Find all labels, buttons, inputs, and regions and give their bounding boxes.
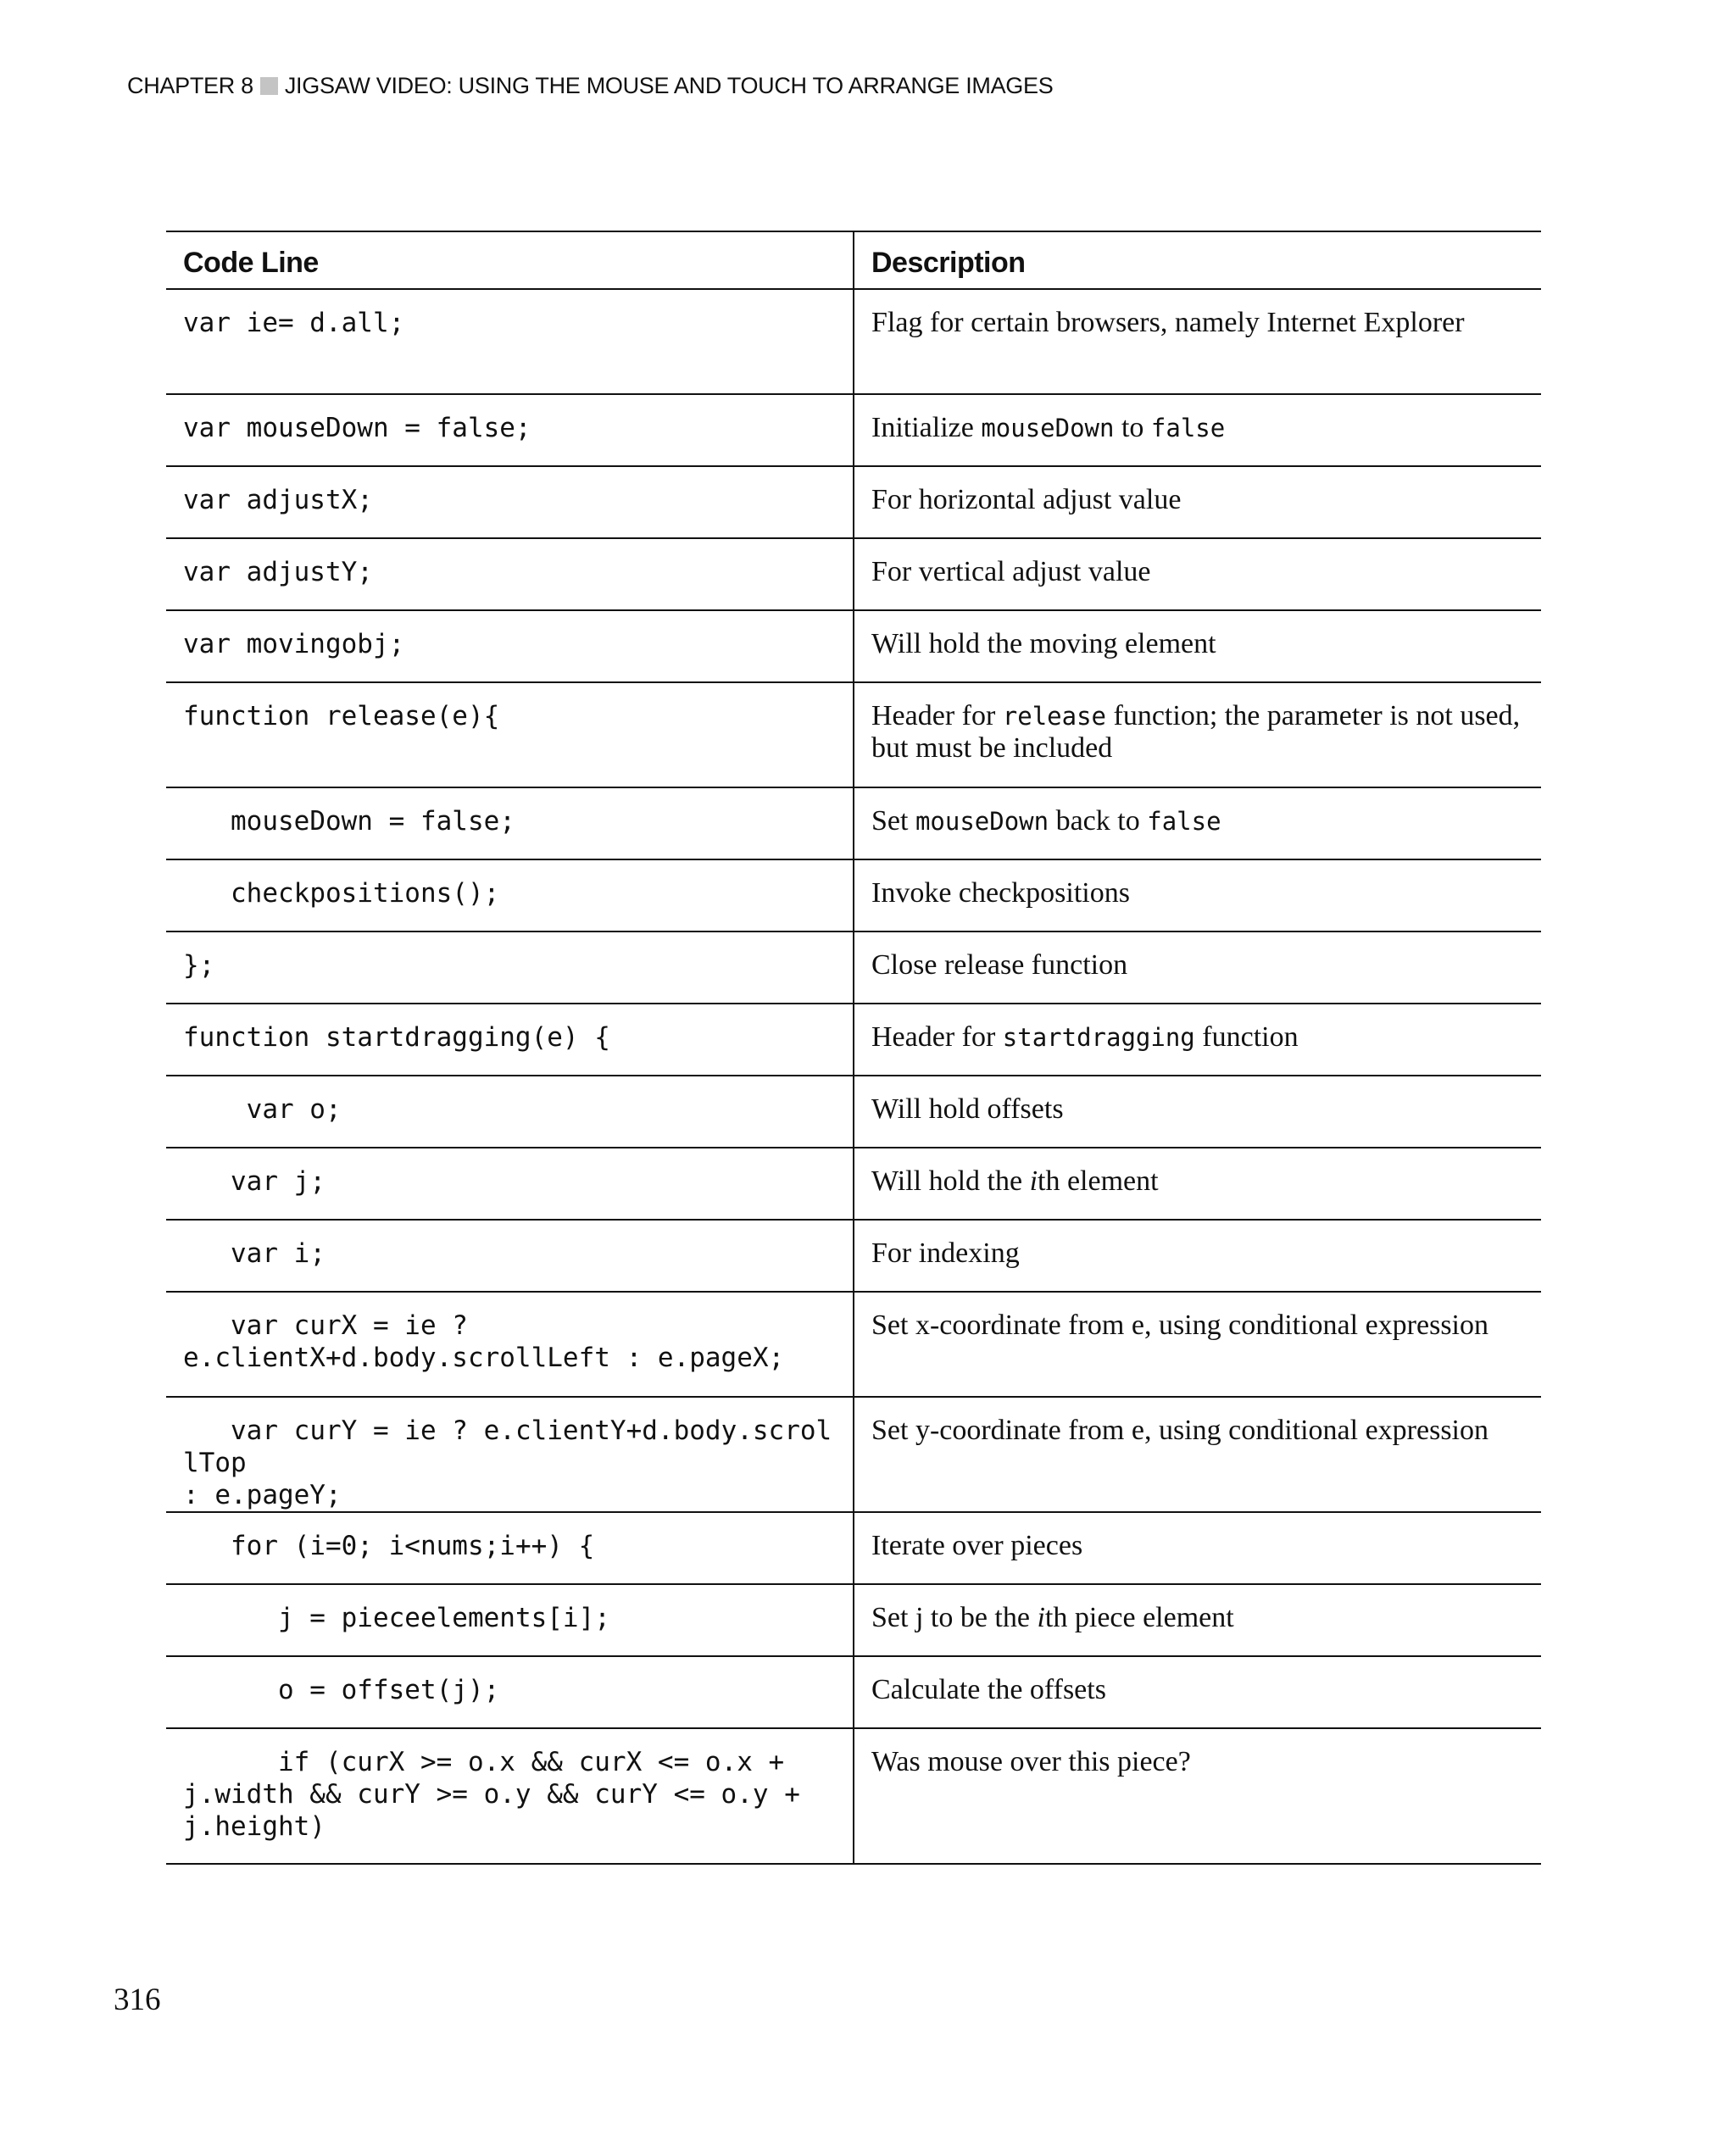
- description-cell: [854, 289, 1541, 394]
- description-text: Was mouse over this piece?: [871, 1746, 1191, 1777]
- square-separator-icon: [260, 77, 278, 95]
- description-cell: [854, 1397, 1541, 1512]
- code-line-cell: j = pieceelements[i];: [166, 1584, 854, 1656]
- inline-code: release: [1002, 702, 1107, 731]
- column-header-description: Description: [854, 231, 1541, 289]
- italic-text: i: [1037, 1602, 1045, 1633]
- description-text: Flag for certain browsers, namely Internet Explorer: [871, 307, 1465, 338]
- table-row: [166, 1397, 1541, 1512]
- table-row: [166, 787, 1541, 859]
- code-line-cell: var o;: [166, 1076, 854, 1148]
- description-text: th element: [1038, 1165, 1159, 1197]
- table-row: [166, 1148, 1541, 1220]
- code-line-cell: function startdragging(e) {: [166, 1004, 854, 1076]
- code-line-cell: var i;: [166, 1220, 854, 1292]
- description-text: Calculate the offsets: [871, 1674, 1106, 1705]
- description-cell: [854, 682, 1541, 787]
- table-row: [166, 1220, 1541, 1292]
- code-line-cell: var adjustX;: [166, 466, 854, 538]
- code-line-cell: var curX = ie ? e.clientX+d.body.scrollLeft : e.pageX;: [166, 1292, 854, 1397]
- column-header-code-line: Code Line: [166, 231, 854, 289]
- description-cell: [854, 1004, 1541, 1076]
- description-cell: [854, 787, 1541, 859]
- code-line-cell: };: [166, 931, 854, 1004]
- code-line-cell: mouseDown = false;: [166, 787, 854, 859]
- table-body: [166, 289, 1541, 1864]
- table-row: [166, 289, 1541, 394]
- description-text: For indexing: [871, 1237, 1020, 1269]
- description-cell: [854, 1656, 1541, 1728]
- chapter-title: JIGSAW VIDEO: USING THE MOUSE AND TOUCH TO ARRANGE IMAGES: [284, 73, 1054, 98]
- inline-code: mouseDown: [981, 414, 1115, 442]
- code-line-cell: var movingobj;: [166, 610, 854, 682]
- running-header: [127, 73, 1053, 99]
- description-text: Initialize: [871, 412, 982, 443]
- code-line-cell: var curY = ie ? e.clientY+d.body.scrollTop : e.pageY;: [166, 1397, 854, 1512]
- code-description-table: [166, 231, 1541, 1865]
- inline-code: false: [1150, 414, 1226, 442]
- code-line-cell: var adjustY;: [166, 538, 854, 610]
- description-text: Set: [871, 805, 915, 837]
- italic-text: i: [1029, 1165, 1038, 1197]
- description-cell: [854, 1512, 1541, 1584]
- description-cell: [854, 538, 1541, 610]
- inline-code: false: [1147, 807, 1221, 836]
- description-text: Will hold the moving element: [871, 628, 1216, 659]
- description-text: back to: [1049, 805, 1148, 837]
- description-text: Invoke checkpositions: [871, 877, 1130, 909]
- table-row: [166, 394, 1541, 466]
- table-row: [166, 1292, 1541, 1397]
- table-row: [166, 1004, 1541, 1076]
- table-row: [166, 610, 1541, 682]
- table-row: [166, 466, 1541, 538]
- description-text: Header for: [871, 1021, 1003, 1053]
- chapter-label: CHAPTER 8: [127, 73, 253, 98]
- table-row: [166, 1656, 1541, 1728]
- code-line-cell: for (i=0; i<nums;i++) {: [166, 1512, 854, 1584]
- table-header-row: [166, 231, 1541, 289]
- description-cell: [854, 1220, 1541, 1292]
- table-row: [166, 1076, 1541, 1148]
- description-cell: [854, 394, 1541, 466]
- description-text: Close release function: [871, 949, 1128, 981]
- code-line-cell: if (curX >= o.x && curX <= o.x + j.width && curY >= o.y && curY <= o.y + j.height): [166, 1728, 854, 1864]
- table-row: [166, 682, 1541, 787]
- description-text: Will hold offsets: [871, 1093, 1064, 1125]
- description-cell: [854, 1292, 1541, 1397]
- description-cell: [854, 610, 1541, 682]
- description-cell: [854, 1728, 1541, 1864]
- code-line-cell: o = offset(j);: [166, 1656, 854, 1728]
- code-line-cell: var ie= d.all;: [166, 289, 854, 394]
- description-text: Header for: [871, 700, 1003, 731]
- description-cell: [854, 1148, 1541, 1220]
- page-number: 316: [114, 1983, 161, 2017]
- description-text: function: [1194, 1021, 1299, 1053]
- code-line-cell: function release(e){: [166, 682, 854, 787]
- table-row: [166, 859, 1541, 931]
- description-cell: [854, 1076, 1541, 1148]
- description-cell: [854, 466, 1541, 538]
- description-text: Will hold the: [871, 1165, 1030, 1197]
- table-row: [166, 1512, 1541, 1584]
- code-line-cell: checkpositions();: [166, 859, 854, 931]
- code-line-cell: var mouseDown = false;: [166, 394, 854, 466]
- code-line-cell: var j;: [166, 1148, 854, 1220]
- description-text: Set j to be the: [871, 1602, 1038, 1633]
- inline-code: startdragging: [1002, 1023, 1195, 1052]
- description-text: For vertical adjust value: [871, 556, 1151, 587]
- description-text: Set x-coordinate from e, using conditional expression: [871, 1310, 1488, 1341]
- description-text: For horizontal adjust value: [871, 484, 1182, 515]
- description-text: Iterate over pieces: [871, 1530, 1083, 1561]
- description-text: Set y-coordinate from e, using conditional expression: [871, 1415, 1488, 1446]
- table-row: [166, 1584, 1541, 1656]
- description-text: to: [1114, 412, 1151, 443]
- description-text: th piece element: [1044, 1602, 1234, 1633]
- table-row: [166, 538, 1541, 610]
- table-row: [166, 1728, 1541, 1864]
- description-cell: [854, 931, 1541, 1004]
- description-cell: [854, 1584, 1541, 1656]
- inline-code: mouseDown: [915, 807, 1049, 836]
- table-row: [166, 931, 1541, 1004]
- description-text: function; the parameter is not used, but must be included: [871, 700, 1521, 764]
- description-cell: [854, 859, 1541, 931]
